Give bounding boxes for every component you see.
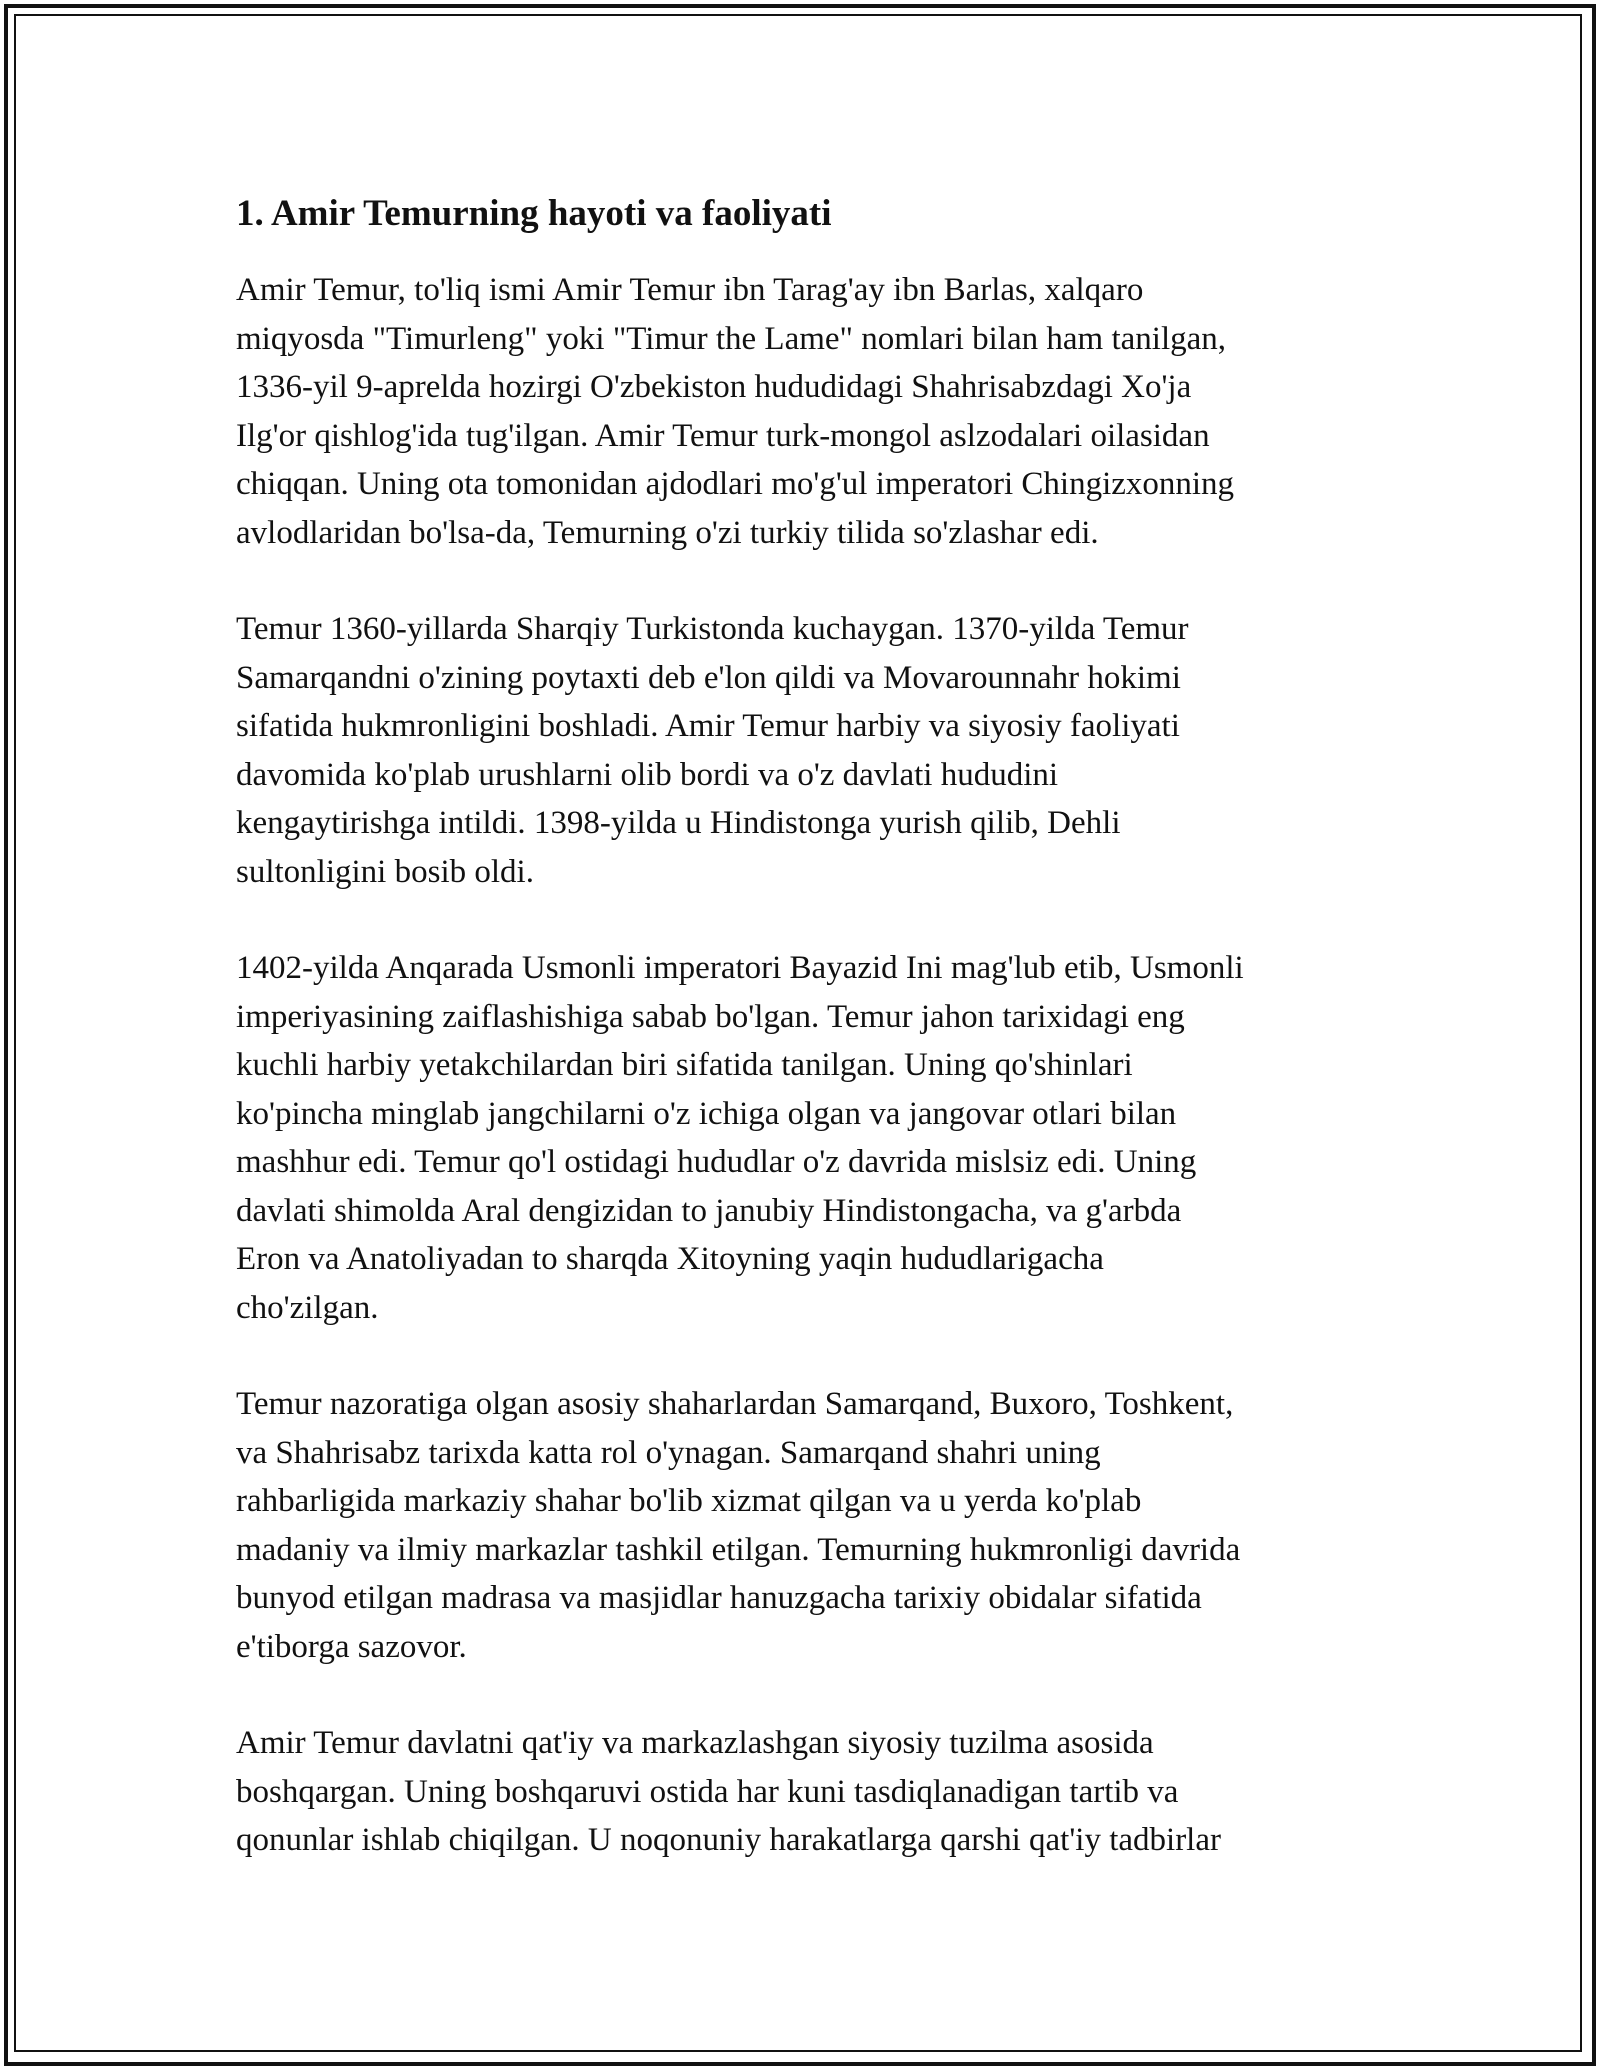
text-line: Samarqandni o'zining poytaxti deb e'lon qildi va Movarounnahr hokimi xyxy=(236,659,1181,696)
text-line: Ilg'or qishlog'ida tug'ilgan. Amir Temur turk-mongol aslzodalari oilasidan xyxy=(236,417,1210,454)
text-line: kuchli harbiy yetakchilardan biri sifatida tanilgan. Uning qo'shinlari xyxy=(236,1047,1133,1083)
text-line: avlodlaridan bo'lsa-da, Temurning o'zi turkiy tilida so'zlashar edi. xyxy=(236,514,1099,551)
paragraph-2 xyxy=(236,605,1366,896)
text-line: miqyosda "Timurleng" yoki "Timur the Lame" nomlari bilan ham tanilgan, xyxy=(236,320,1227,357)
text-line: davlati shimolda Aral dengizidan to janubiy Hindistongacha, va g'arbda xyxy=(236,1192,1182,1229)
document-body xyxy=(236,186,1366,1913)
text-line: va Shahrisabz tarixda katta rol o'ynagan. Samarqand shahri uning xyxy=(236,1434,1101,1471)
text-line: rahbarligida markaziy shahar bo'lib xizmat qilgan va u yerda ko'plab xyxy=(236,1483,1142,1519)
text-line: davomida ko'plab urushlarni olib bordi va o'z davlati hududini xyxy=(236,756,1059,793)
text-line: madaniy va ilmiy markazlar tashkil etilgan. Temurning hukmronligi davrida xyxy=(236,1531,1241,1568)
text-line: qonunlar ishlab chiqilgan. U noqonuniy harakatlarga qarshi qat'iy tadbirlar xyxy=(236,1822,1221,1858)
paragraph-3 xyxy=(236,944,1366,1332)
paragraph-4 xyxy=(236,1380,1366,1671)
text-line: Temur 1360-yillarda Sharqiy Turkistonda kuchaygan. 1370-yilda Temur xyxy=(236,611,1189,647)
text-line: Amir Temur, to'liq ismi Amir Temur ibn Tarag'ay ibn Barlas, xalqaro xyxy=(236,272,1144,308)
text-line: 1336-yil 9-aprelda hozirgi O'zbekiston hududidagi Shahrisabzdagi Xo'ja xyxy=(236,369,1192,405)
section-heading: 1. Amir Temurning hayoti va faoliyati xyxy=(236,193,832,234)
text-line: chiqqan. Uning ota tomonidan ajdodlari mo'g'ul imperatori Chingizxonning xyxy=(236,466,1235,502)
text-line: e'tiborga sazovor. xyxy=(236,1628,467,1665)
text-line: bunyod etilgan madrasa va masjidlar hanuzgacha tarixiy obidalar sifatida xyxy=(236,1580,1202,1616)
text-line: sultonligini bosib oldi. xyxy=(236,853,534,890)
text-line: Amir Temur davlatni qat'iy va markazlashgan siyosiy tuzilma asosida xyxy=(236,1725,1154,1761)
paragraph-1 xyxy=(236,266,1366,557)
text-line: boshqargan. Uning boshqaruvi ostida har kuni tasdiqlanadigan tartib va xyxy=(236,1773,1179,1810)
text-line: Eron va Anatoliyadan to sharqda Xitoyning yaqin hududlarigacha xyxy=(236,1241,1104,1277)
text-line: kengaytirishga intildi. 1398-yilda u Hindistonga yurish qilib, Dehli xyxy=(236,805,1121,841)
paragraph-5 xyxy=(236,1719,1366,1865)
text-line: 1402-yilda Anqarada Usmonli imperatori Bayazid Ini mag'lub etib, Usmonli xyxy=(236,950,1244,986)
text-line: mashhur edi. Temur qo'l ostidagi hududlar o'z davrida mislsiz edi. Uning xyxy=(236,1144,1197,1180)
text-line: cho'zilgan. xyxy=(236,1289,379,1326)
text-line: sifatida hukmronligini boshladi. Amir Temur harbiy va siyosiy faoliyati xyxy=(236,708,1180,744)
text-line: Temur nazoratiga olgan asosiy shaharlardan Samarqand, Buxoro, Toshkent, xyxy=(236,1386,1234,1422)
text-line: imperiyasining zaiflashishiga sabab bo'lgan. Temur jahon tarixidagi eng xyxy=(236,998,1185,1035)
text-line: ko'pincha minglab jangchilarni o'z ichiga olgan va jangovar otlari bilan xyxy=(236,1095,1177,1132)
